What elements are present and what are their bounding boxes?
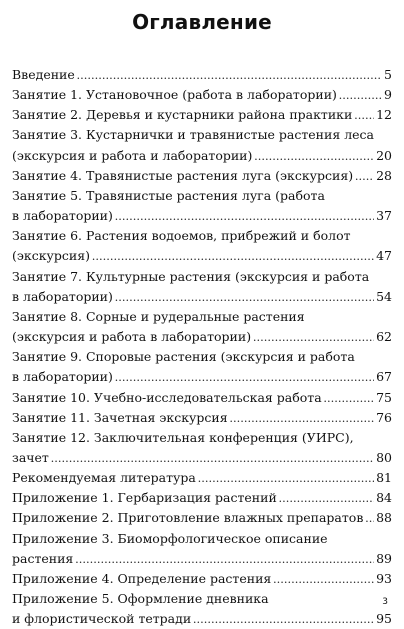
toc-entry-page: 47 — [376, 248, 392, 264]
dot-leader — [77, 65, 382, 85]
toc-entry[interactable] — [12, 589, 392, 629]
toc-entry-page: 5 — [384, 67, 392, 82]
toc-entry[interactable] — [12, 529, 392, 569]
toc-entry[interactable] — [12, 488, 392, 508]
dot-leader — [115, 287, 374, 307]
toc-entry-page: 88 — [376, 510, 392, 526]
toc-entry-title: Приложение 4. Определение растения — [12, 570, 272, 586]
dot-leader — [92, 246, 374, 266]
toc-entry-title: Занятие 11. Зачетная экскурсия — [12, 409, 228, 425]
toc-entry-title: Занятие 10. Учебно-исследовательская работа — [12, 389, 322, 405]
dot-leader — [279, 488, 374, 508]
toc-entry-line1: Занятие 7. Культурные растения (экскурсия и работа — [12, 268, 370, 284]
toc-entry-line1: Занятие 8. Сорные и рудеральные растения — [12, 308, 305, 324]
toc-entry[interactable] — [12, 267, 392, 307]
toc-entry[interactable] — [12, 166, 392, 186]
toc-entry[interactable] — [12, 508, 392, 528]
toc-entry-page: 9 — [384, 87, 392, 103]
dot-leader — [115, 206, 374, 226]
toc-entry[interactable] — [12, 569, 392, 589]
toc-entry-page: 37 — [376, 208, 392, 224]
dot-leader — [273, 569, 374, 589]
toc-entry-page: 12 — [376, 107, 392, 123]
toc-entry-title: Приложение 1. Гербаризация растений — [12, 490, 277, 506]
toc-entry-page: 67 — [376, 369, 392, 385]
dot-leader — [51, 448, 374, 468]
toc-entry-title: зачет — [12, 449, 49, 465]
dot-leader — [230, 408, 375, 428]
toc-entry-title: в лаборатории) — [12, 208, 113, 224]
toc-entry-line1: Приложение 3. Биоморфологическое описание — [12, 530, 328, 546]
dot-leader — [75, 549, 374, 569]
dot-leader — [365, 508, 374, 528]
toc-entry[interactable] — [12, 65, 392, 85]
dot-leader — [355, 166, 374, 186]
toc-entry[interactable] — [12, 468, 392, 488]
page-title: Оглавление — [132, 10, 272, 34]
dot-leader — [324, 388, 374, 408]
toc-entry-title: в лаборатории) — [12, 288, 113, 304]
toc-entry-page: 89 — [376, 550, 392, 566]
dot-leader — [339, 85, 382, 105]
dot-leader — [198, 468, 374, 488]
toc-entry[interactable] — [12, 307, 392, 347]
toc-entry-page: 84 — [376, 490, 392, 506]
toc-entry-page: 20 — [376, 147, 392, 163]
toc-entry-page: 76 — [376, 409, 392, 425]
toc-entry-page: 62 — [376, 329, 392, 345]
toc-entry-line1: Занятие 3. Кустарнички и травянистые растения леса — [12, 127, 374, 143]
toc-entry[interactable] — [12, 408, 392, 428]
toc-entry-page: 95 — [376, 611, 392, 627]
toc-entry[interactable] — [12, 125, 392, 165]
toc-entry-title: растения — [12, 550, 74, 566]
toc-entry-page: 28 — [376, 167, 392, 183]
toc-entry-title: и флористической тетради — [12, 611, 192, 627]
toc-entry-line1: Занятие 6. Растения водоемов, прибрежий и болот — [12, 228, 351, 244]
toc-entry-title: (экскурсия и работа и лаборатории) — [12, 147, 253, 163]
toc-entry[interactable] — [12, 428, 392, 468]
toc-entry[interactable] — [12, 85, 392, 105]
table-of-contents — [12, 65, 392, 629]
toc-entry[interactable] — [12, 226, 392, 266]
toc-entry-line1: Занятие 12. Заключительная конференция (УИРС), — [12, 429, 354, 445]
toc-entry-title: Приложение 2. Приготовление влажных препаратов — [12, 510, 364, 526]
toc-entry[interactable] — [12, 105, 392, 125]
toc-entry-title: (экскурсия) — [12, 248, 90, 264]
toc-entry-line1: Занятие 9. Споровые растения (экскурсия и работа — [12, 349, 355, 365]
toc-entry[interactable] — [12, 186, 392, 226]
dot-leader — [254, 146, 374, 166]
toc-entry-title: в лаборатории) — [12, 369, 113, 385]
toc-entry[interactable] — [12, 347, 392, 387]
toc-entry-title: Занятие 2. Деревья и кустарники района практики — [12, 107, 353, 123]
page-number: 3 — [382, 597, 388, 607]
toc-entry-line1: Приложение 5. Оформление дневника — [12, 591, 269, 607]
toc-entry[interactable] — [12, 388, 392, 408]
toc-entry-page: 80 — [376, 449, 392, 465]
toc-entry-page: 93 — [376, 570, 392, 586]
dot-leader — [253, 327, 374, 347]
dot-leader — [193, 609, 374, 629]
toc-entry-page: 81 — [376, 470, 392, 486]
toc-entry-page: 75 — [376, 389, 392, 405]
toc-entry-title: Занятие 4. Травянистые растения луга (экскурсия) — [12, 167, 354, 183]
toc-entry-line1: Занятие 5. Травянистые растения луга (работа — [12, 187, 325, 203]
toc-entry-title: Рекомендуемая литература — [12, 470, 196, 486]
toc-entry-page: 54 — [376, 288, 392, 304]
dot-leader — [354, 105, 374, 125]
toc-entry-title: (экскурсия и работа в лаборатории) — [12, 329, 252, 345]
toc-entry-title: Введение — [12, 67, 75, 82]
dot-leader — [115, 367, 374, 387]
toc-entry-title: Занятие 1. Установочное (работа в лаборатории) — [12, 87, 337, 103]
